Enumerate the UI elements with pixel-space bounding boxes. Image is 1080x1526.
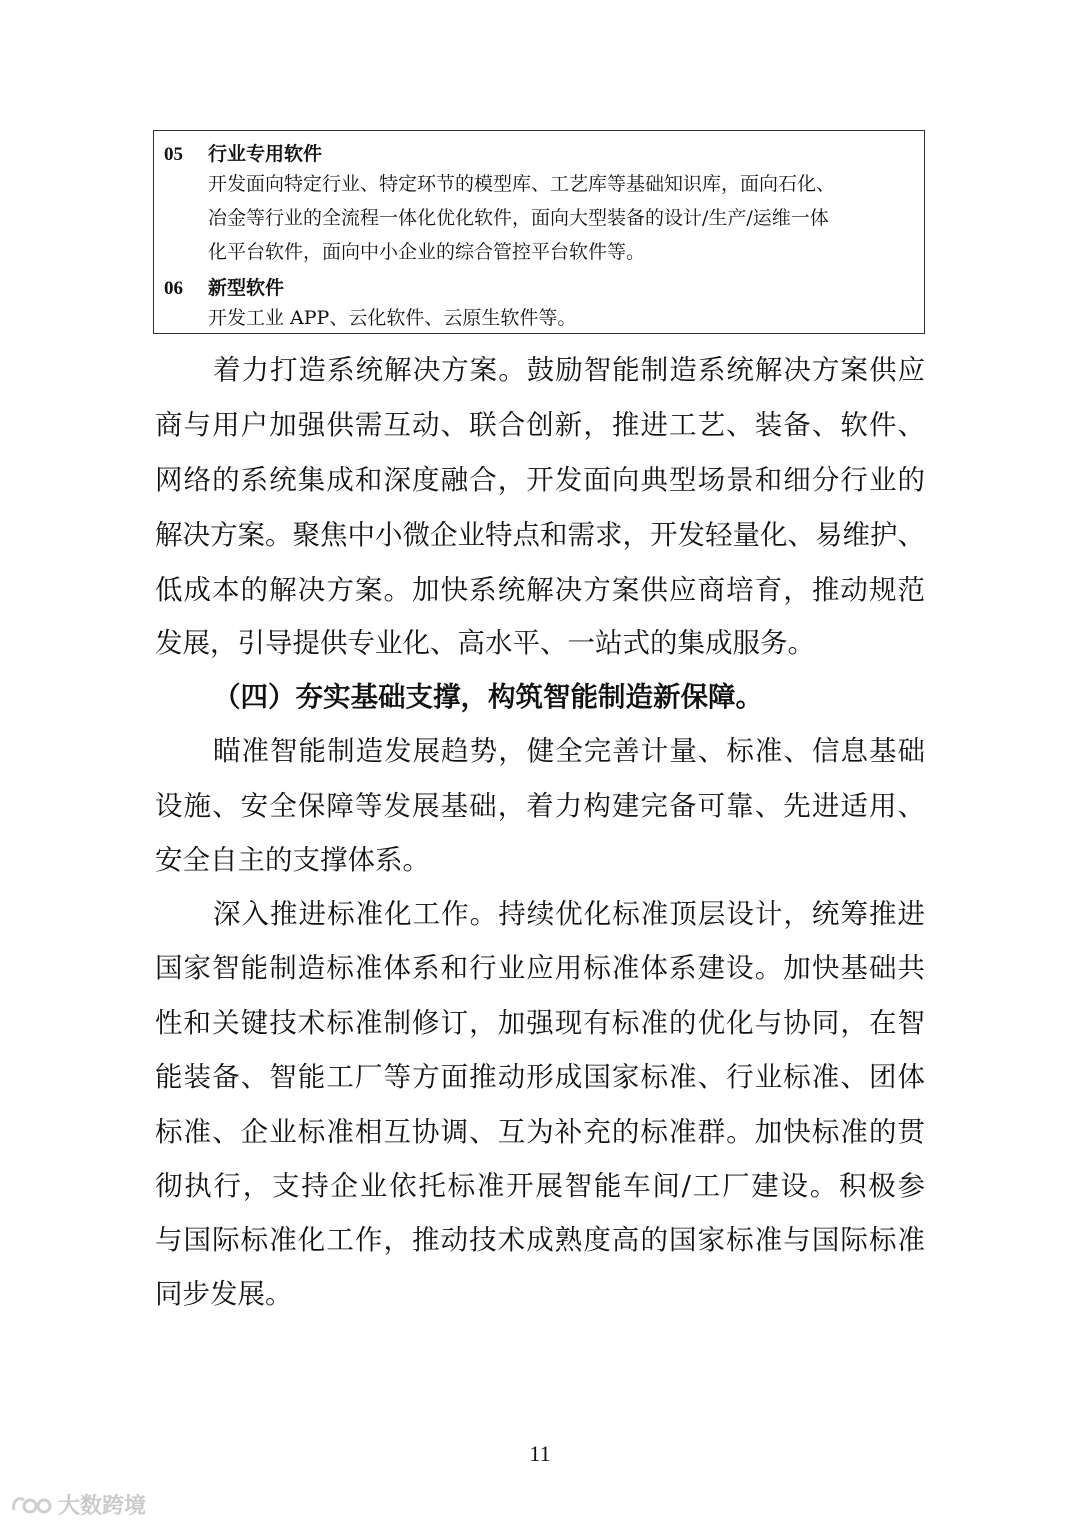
paragraph-line: 能装备、智能工厂等方面推动形成国家标准、行业标准、团体 — [155, 1061, 925, 1093]
box-item-06 — [164, 273, 284, 300]
paragraph-line: 深入推进标准化工作。持续优化标准顶层设计，统筹推进 — [213, 898, 925, 930]
paragraph-line: 网络的系统集成和深度融合，开发面向典型场景和细分行业的 — [155, 464, 925, 496]
paragraph-line: 瞄准智能制造发展趋势，健全完善计量、标准、信息基础 — [213, 735, 925, 767]
item-description-line: 冶金等行业的全流程一体化优化软件，面向大型装备的设计/生产/运维一体 — [208, 207, 829, 229]
paragraph-line: 与国际标准化工作，推动技术成熟度高的国家标准与国际标准 — [155, 1224, 925, 1256]
paragraph-line: 发展，引导提供专业化、高水平、一站式的集成服务。 — [155, 627, 815, 659]
watermark-text: 大数跨境 — [58, 1493, 147, 1519]
section-heading: （四）夯实基础支撑，构筑智能制造新保障。 — [213, 681, 763, 713]
watermark-logo-icon — [10, 1492, 52, 1516]
paragraph-line: 性和关键技术标准制修订，加强现有标准的优化与协同，在智 — [155, 1007, 925, 1039]
paragraph-line: 彻执行，支持企业依托标准开展智能车间/工厂建设。积极参 — [155, 1170, 925, 1202]
item-title: 新型软件 — [208, 277, 285, 299]
paragraph-line: 标准、企业标准相互协调、互为补充的标准群。加快标准的贯 — [155, 1116, 925, 1148]
paragraph-line: 设施、安全保障等发展基础，着力构建完备可靠、先进适用、 — [155, 790, 925, 822]
box-item-05 — [164, 139, 322, 166]
paragraph-line: 国家智能制造标准体系和行业应用标准体系建设。加快基础共 — [155, 952, 925, 984]
item-description-line: 开发面向特定行业、特定环节的模型库、工艺库等基础知识库，面向石化、 — [208, 173, 836, 195]
paragraph-line: 解决方案。聚焦中小微企业特点和需求，开发轻量化、易维护、 — [155, 519, 925, 551]
item-number: 06 — [164, 278, 183, 299]
paragraph-line: 商与用户加强供需互动、联合创新，推进工艺、装备、软件、 — [155, 409, 925, 441]
paragraph-line: 着力打造系统解决方案。鼓励智能制造系统解决方案供应 — [213, 354, 925, 386]
watermark — [10, 1490, 146, 1518]
item-description-line: 开发工业 APP、云化软件、云原生软件等。 — [208, 307, 577, 329]
paragraph-line: 低成本的解决方案。加快系统解决方案供应商培育，推动规范 — [155, 574, 925, 606]
paragraph-line: 同步发展。 — [155, 1278, 293, 1310]
item-title: 行业专用软件 — [208, 143, 323, 165]
paragraph-line: 安全自主的支撑体系。 — [155, 844, 430, 876]
page-number: 11 — [529, 1441, 551, 1466]
item-description-line: 化平台软件，面向中小企业的综合管控平台软件等。 — [208, 241, 646, 263]
item-number: 05 — [164, 144, 183, 165]
software-category-box — [153, 130, 925, 334]
